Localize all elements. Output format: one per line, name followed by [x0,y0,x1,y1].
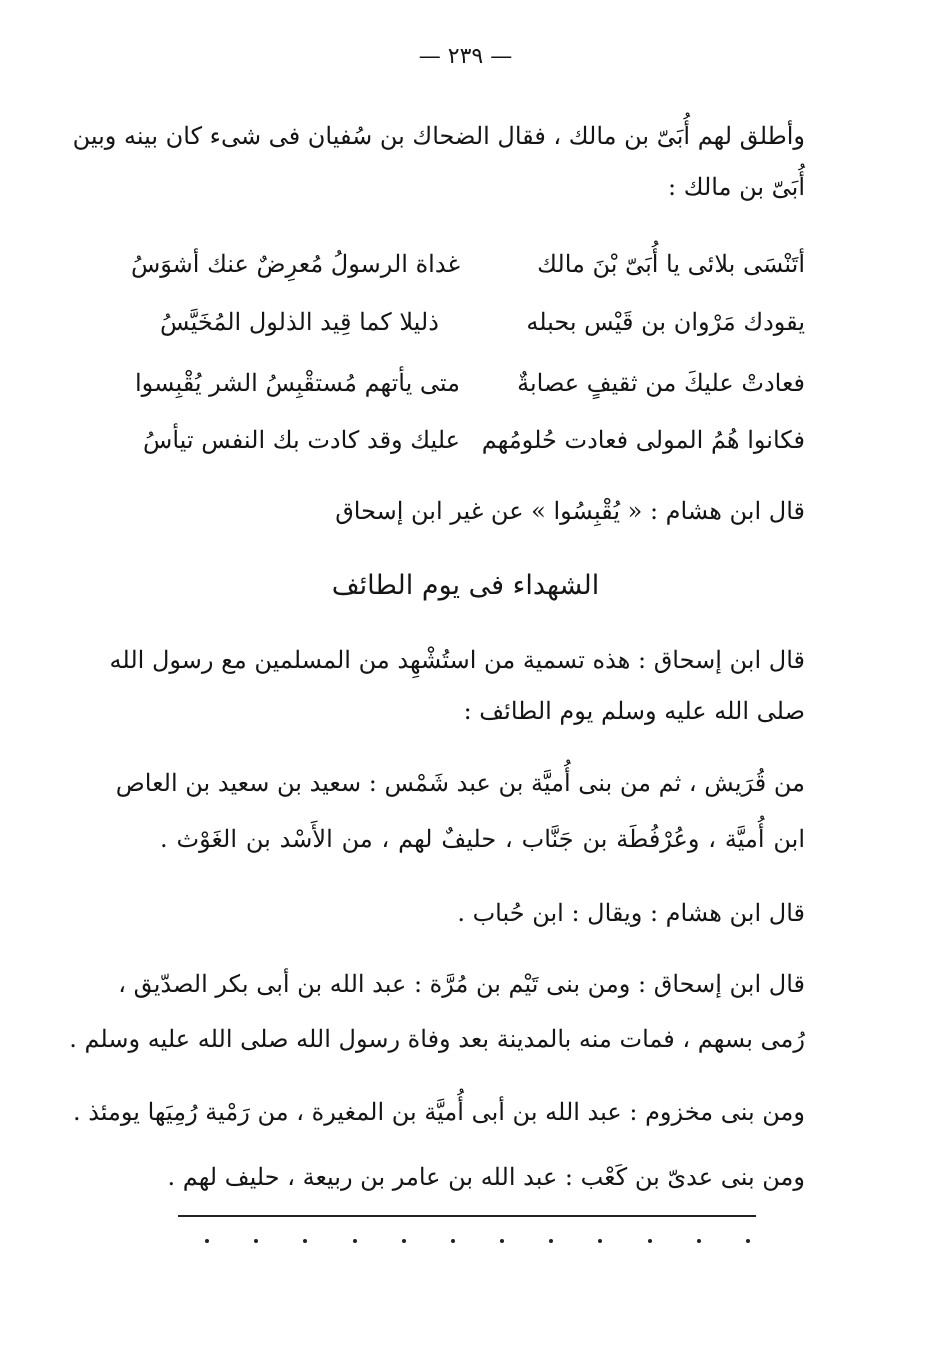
verse-2-first-hemistich: يقودك مَرْوان بن قَيْس بحبله [526,308,805,336]
para3-line-1: قال ابن إسحاق : ومن بنى تَيْم بن مُرَّة : عبد الله بن أبى بكر الصدّيق ، [118,970,805,998]
footer-dot [353,1239,357,1243]
verse-4-first-hemistich: فكانوا هُمُ المولى فعادت حُلومُهم [481,426,805,454]
poem-verse-2 [160,302,805,342]
footer-dot [746,1239,750,1243]
verse-3-first-hemistich: فعادتْ عليكَ من ثقيفٍ عصابةٌ [517,369,805,397]
intro-line-2: أُبَىّ بن مالك : [668,173,805,201]
footer-dot [697,1239,701,1243]
poem-verse-1 [130,244,805,284]
footer-dot [205,1239,209,1243]
verse-4-second-hemistich: عليك وقد كادت بك النفس تيأسُ [143,426,460,454]
footer-dot [549,1239,553,1243]
para2-line-2: ابن أُميَّة ، وعُرْفُطَة بن جَنَّاب ، حليفٌ لهم ، من الأَسْد بن الغَوْث . [160,825,805,853]
footer-dot [500,1239,504,1243]
footer-dot [598,1239,602,1243]
footer-dot [303,1239,307,1243]
para5: ومن بنى عدىّ بن كَعْب : عبد الله بن عامر بن ربيعة ، حليف لهم . [167,1163,805,1191]
footer-dot [451,1239,455,1243]
section-heading: الشهداء فى يوم الطائف [331,570,600,601]
verse-2-second-hemistich: ذليلا كما قِيد الذلول المُخَيَّسُ [160,308,439,336]
poem-verse-4 [143,420,805,460]
footer-dot [648,1239,652,1243]
para2-line-1: من قُرَيش ، ثم من بنى أُميَّة بن عبد شَمْس : سعيد بن سعيد بن العاص [115,769,805,797]
note-ibn-hisham-2: قال ابن هشام : ويقال : ابن حُباب . [457,899,805,927]
footer-dot [254,1239,258,1243]
para3-line-2: رُمى بسهم ، فمات منه بالمدينة بعد وفاة رسول الله صلى الله عليه وسلم . [69,1025,805,1053]
footer-rule [178,1215,756,1217]
verse-3-second-hemistich: متى يأتهم مُستقْبِسُ الشر يُقْبِسوا [135,369,460,397]
para1-line-1: قال ابن إسحاق : هذه تسمية من استُشْهِد من المسلمين مع رسول الله [109,646,805,674]
poem-verse-3 [135,363,805,403]
para4: ومن بنى مخزوم : عبد الله بن أبى أُميَّة بن المغيرة ، من رَمْية رُمِيَها يومئذ . [72,1098,805,1126]
para1-line-2: صلى الله عليه وسلم يوم الطائف : [463,697,805,725]
note-ibn-hisham-1: قال ابن هشام : « يُقْبِسُوا » عن غير ابن إسحاق [335,497,805,525]
footer-dots [205,1236,750,1246]
verse-1-second-hemistich: غداة الرسولُ مُعرِضٌ عنك أشوَسُ [130,250,460,278]
verse-1-first-hemistich: أتَنْسَى بلائى يا أُبَىّ بْنَ مالك [537,250,805,278]
intro-line-1: وأطلق لهم أُبَىّ بن مالك ، فقال الضحاك بن سُفيان فى شىء كان بينه وبين [72,122,805,150]
footer-dot [402,1239,406,1243]
page-number: — ٢٣٩ — [418,44,513,69]
